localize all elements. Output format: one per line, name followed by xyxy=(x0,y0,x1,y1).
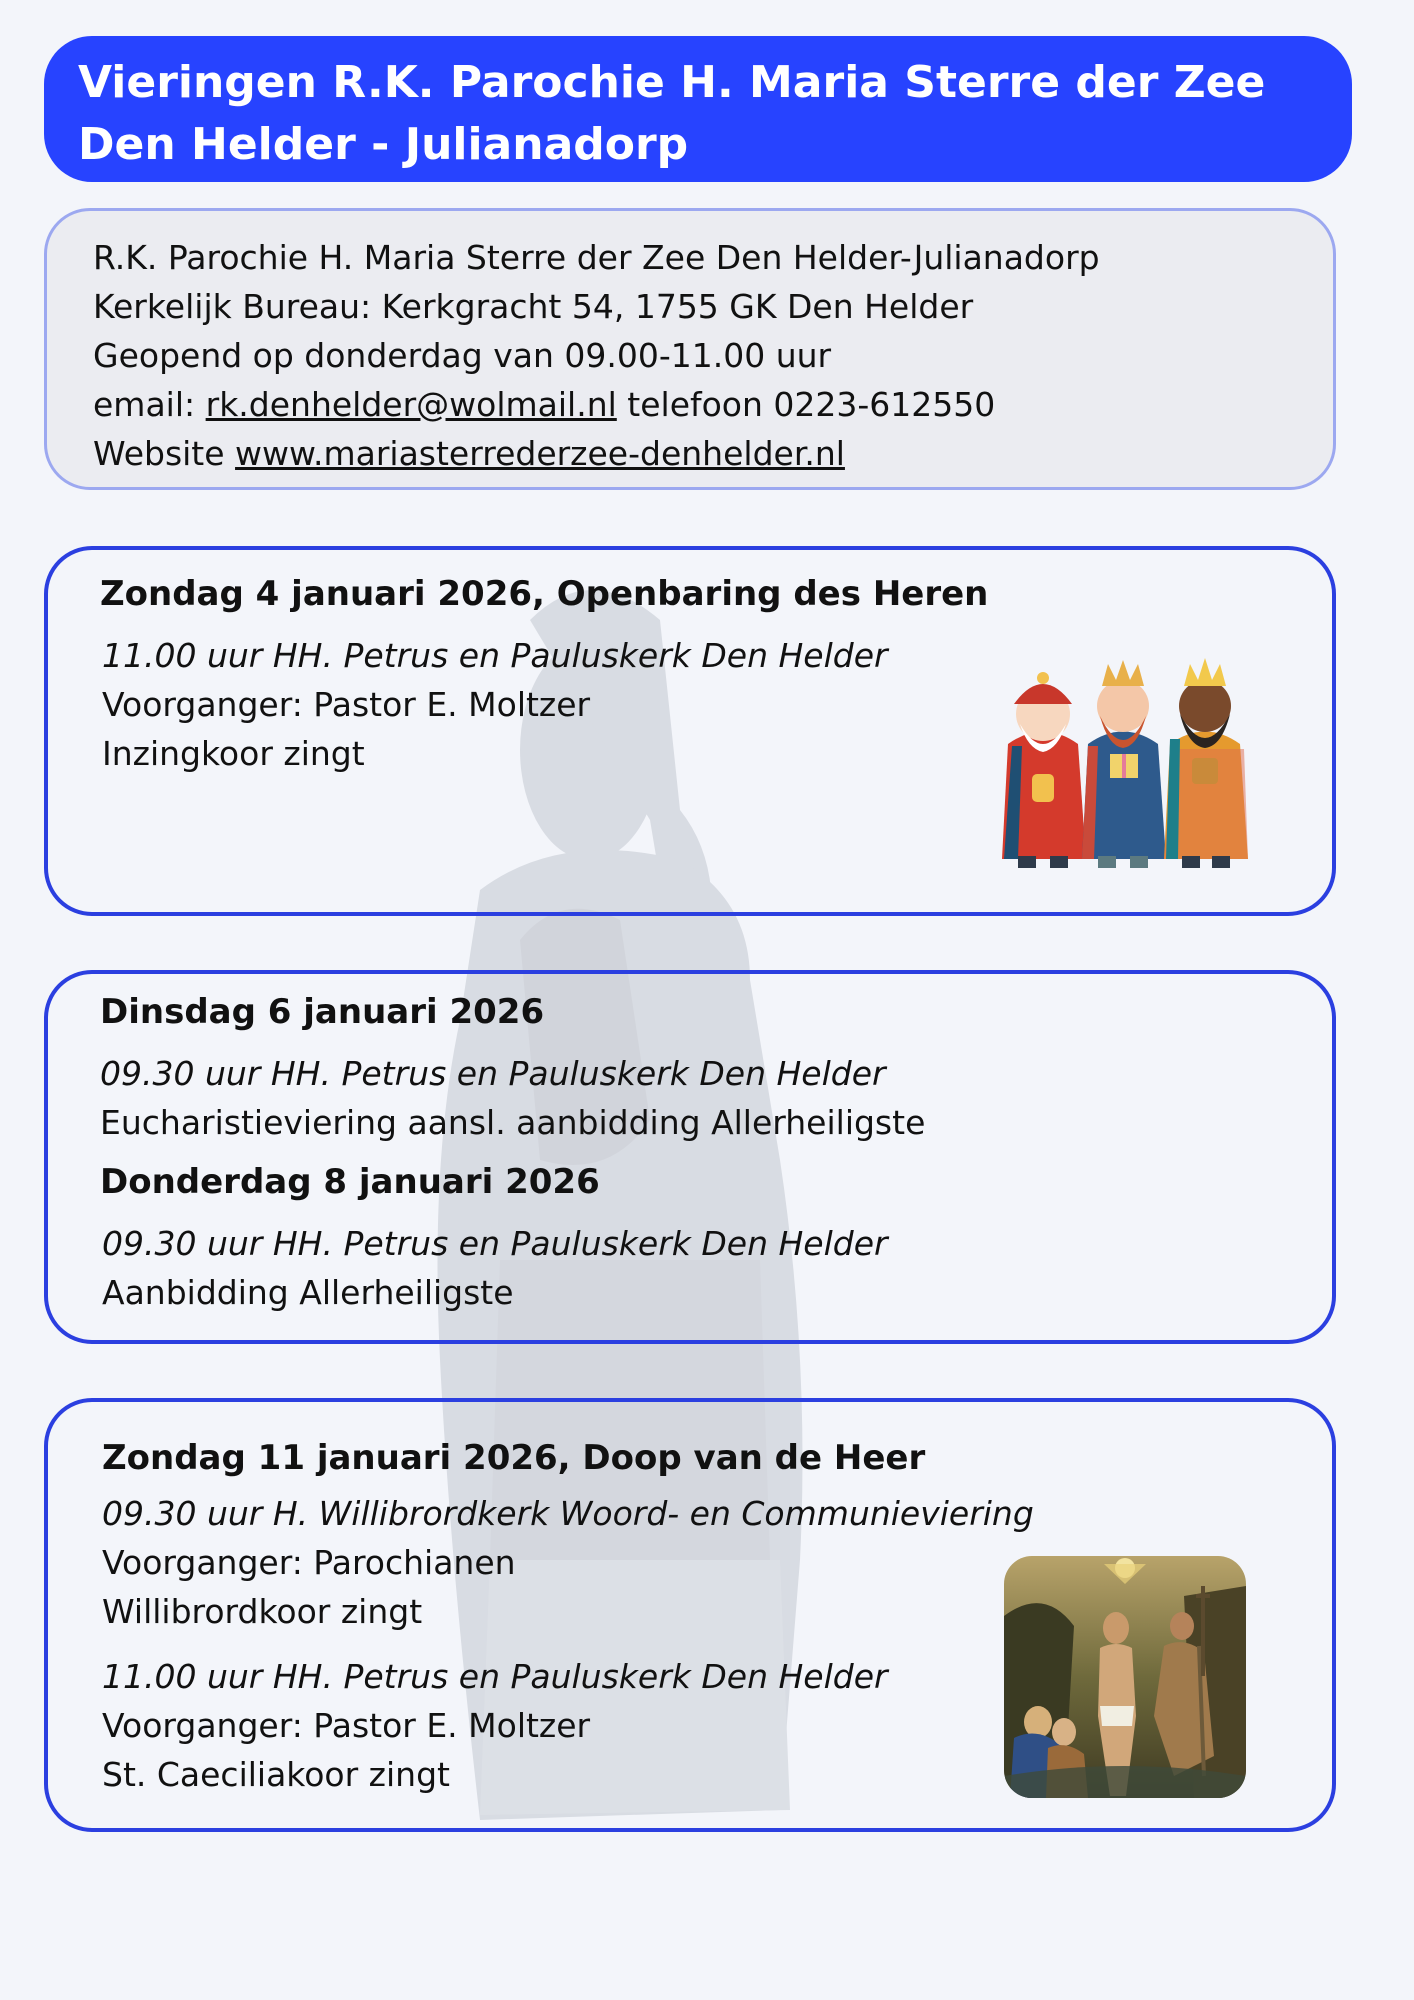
header-title-line1: Vieringen R.K. Parochie H. Maria Sterre der Zee xyxy=(78,57,1266,108)
service-choir: Inzingkoor zingt xyxy=(102,734,365,773)
website-link[interactable]: www.mariasterrederzee-denhelder.nl xyxy=(235,434,845,473)
service-card-weekdays xyxy=(44,970,1336,1344)
service-time: 11.00 uur HH. Petrus en Pauluskerk Den Helder xyxy=(102,636,888,675)
service-time-tuesday: 09.30 uur HH. Petrus en Pauluskerk Den Helder xyxy=(100,1054,886,1093)
three-kings-illustration xyxy=(998,634,1258,874)
card-title: Zondag 11 januari 2026, Doop van de Heer xyxy=(102,1438,926,1478)
website-line xyxy=(93,429,1287,478)
service-desc-tuesday: Eucharistieviering aansl. aanbidding Allerheiligste xyxy=(100,1103,926,1142)
parish-info-box xyxy=(44,208,1336,490)
card-title: Zondag 4 januari 2026, Openbaring des Heren xyxy=(100,574,989,614)
header-title-line2: Den Helder - Julianadorp xyxy=(78,119,689,170)
service-card-jan-4 xyxy=(44,546,1336,916)
service-card-jan-11 xyxy=(44,1398,1336,1832)
service-time-2: 11.00 uur HH. Petrus en Pauluskerk Den Helder xyxy=(102,1657,888,1696)
card-title-thursday: Donderdag 8 januari 2026 xyxy=(100,1162,600,1202)
phone-text: telefoon 0223-612550 xyxy=(616,385,996,424)
service-leader: Voorganger: Pastor E. Moltzer xyxy=(102,685,591,724)
service-choir-1: Willibrordkoor zingt xyxy=(102,1592,423,1631)
page-header xyxy=(44,36,1352,182)
service-time-1: 09.30 uur H. Willibrordkerk Woord- en Communieviering xyxy=(102,1494,1034,1533)
service-choir-2: St. Caeciliakoor zingt xyxy=(102,1755,450,1794)
office-hours: Geopend op donderdag van 09.00-11.00 uur xyxy=(93,336,832,375)
service-leader-1: Voorganger: Parochianen xyxy=(102,1543,516,1582)
baptism-painting-image xyxy=(1004,1556,1246,1798)
office-address: Kerkelijk Bureau: Kerkgracht 54, 1755 GK Den Helder xyxy=(93,287,974,326)
service-time-thursday: 09.30 uur HH. Petrus en Pauluskerk Den Helder xyxy=(102,1224,888,1263)
website-label: Website xyxy=(93,434,236,473)
email-link[interactable]: rk.denhelder@wolmail.nl xyxy=(205,385,617,424)
email-label: email: xyxy=(93,385,206,424)
card-title-tuesday: Dinsdag 6 januari 2026 xyxy=(100,992,545,1032)
service-leader-2: Voorganger: Pastor E. Moltzer xyxy=(102,1706,591,1745)
service-desc-thursday: Aanbidding Allerheiligste xyxy=(102,1273,514,1312)
contact-line xyxy=(93,380,1287,429)
parish-name: R.K. Parochie H. Maria Sterre der Zee Den Helder-Julianadorp xyxy=(93,238,1100,277)
